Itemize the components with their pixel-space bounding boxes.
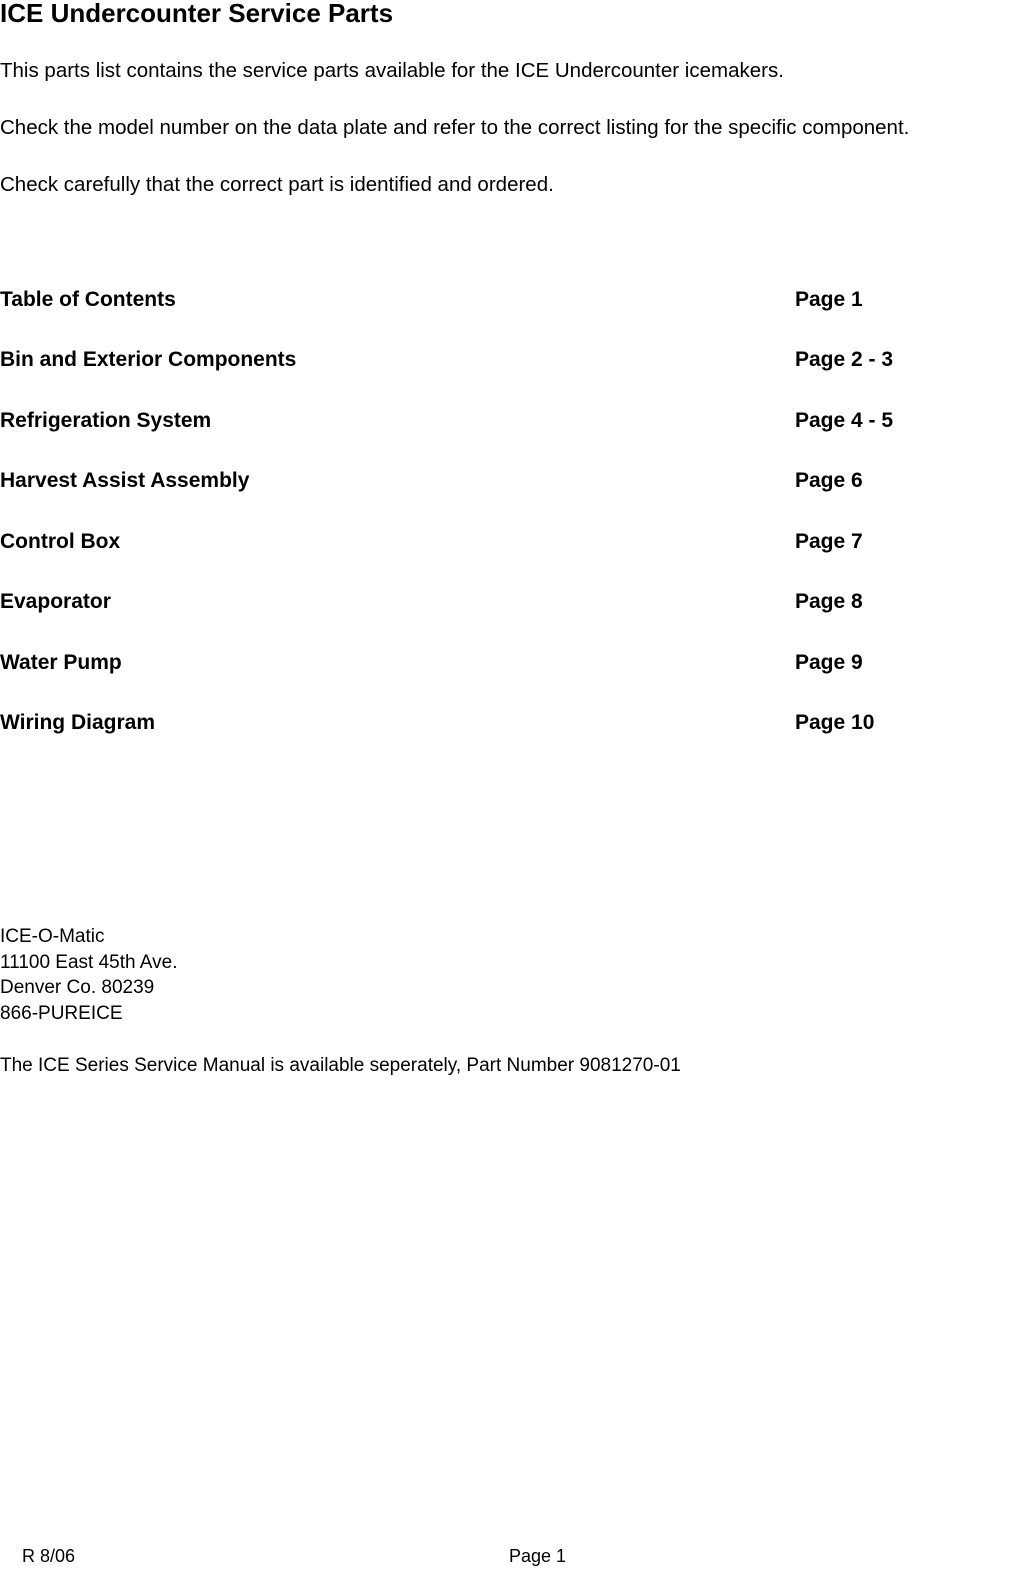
toc-item-page: Page 4 - 5 [795, 409, 894, 432]
company-name: ICE-O-Matic [0, 926, 105, 947]
document-title: ICE Undercounter Service Parts [0, 0, 394, 28]
manual-note: The ICE Series Service Manual is available seperately, Part Number 9081270-01 [0, 1055, 681, 1076]
toc-item-label: Table of Contents [0, 288, 176, 311]
revision-date: R 8/06 [22, 1546, 76, 1566]
toc-item-page: Page 9 [795, 651, 863, 674]
page-number: Page 1 [509, 1546, 567, 1566]
company-city: Denver Co. 80239 [0, 977, 155, 998]
toc-item-label: Harvest Assist Assembly [0, 469, 250, 492]
intro-paragraph-2: Check the model number on the data plate and refer to the correct listing for the specific component. [0, 116, 910, 139]
toc-item-label: Refrigeration System [0, 409, 212, 432]
intro-paragraph-1: This parts list contains the service parts available for the ICE Undercounter icemakers. [0, 59, 784, 82]
toc-item-label: Water Pump [0, 651, 122, 674]
intro-paragraph-3: Check carefully that the correct part is identified and ordered. [0, 173, 554, 196]
toc-item-page: Page 7 [795, 530, 863, 553]
toc-item-label: Evaporator [0, 590, 111, 613]
toc-item-label: Bin and Exterior Components [0, 348, 297, 371]
toc-item-page: Page 6 [795, 469, 863, 492]
toc-item-label: Wiring Diagram [0, 711, 155, 734]
company-street: 11100 East 45th Ave. [0, 952, 178, 973]
company-phone: 866-PUREICE [0, 1003, 123, 1024]
toc-item-label: Control Box [0, 530, 121, 553]
toc-item-page: Page 1 [795, 288, 863, 311]
toc-item-page: Page 2 - 3 [795, 348, 894, 371]
toc-item-page: Page 8 [795, 590, 863, 613]
toc-item-page: Page 10 [795, 711, 875, 734]
